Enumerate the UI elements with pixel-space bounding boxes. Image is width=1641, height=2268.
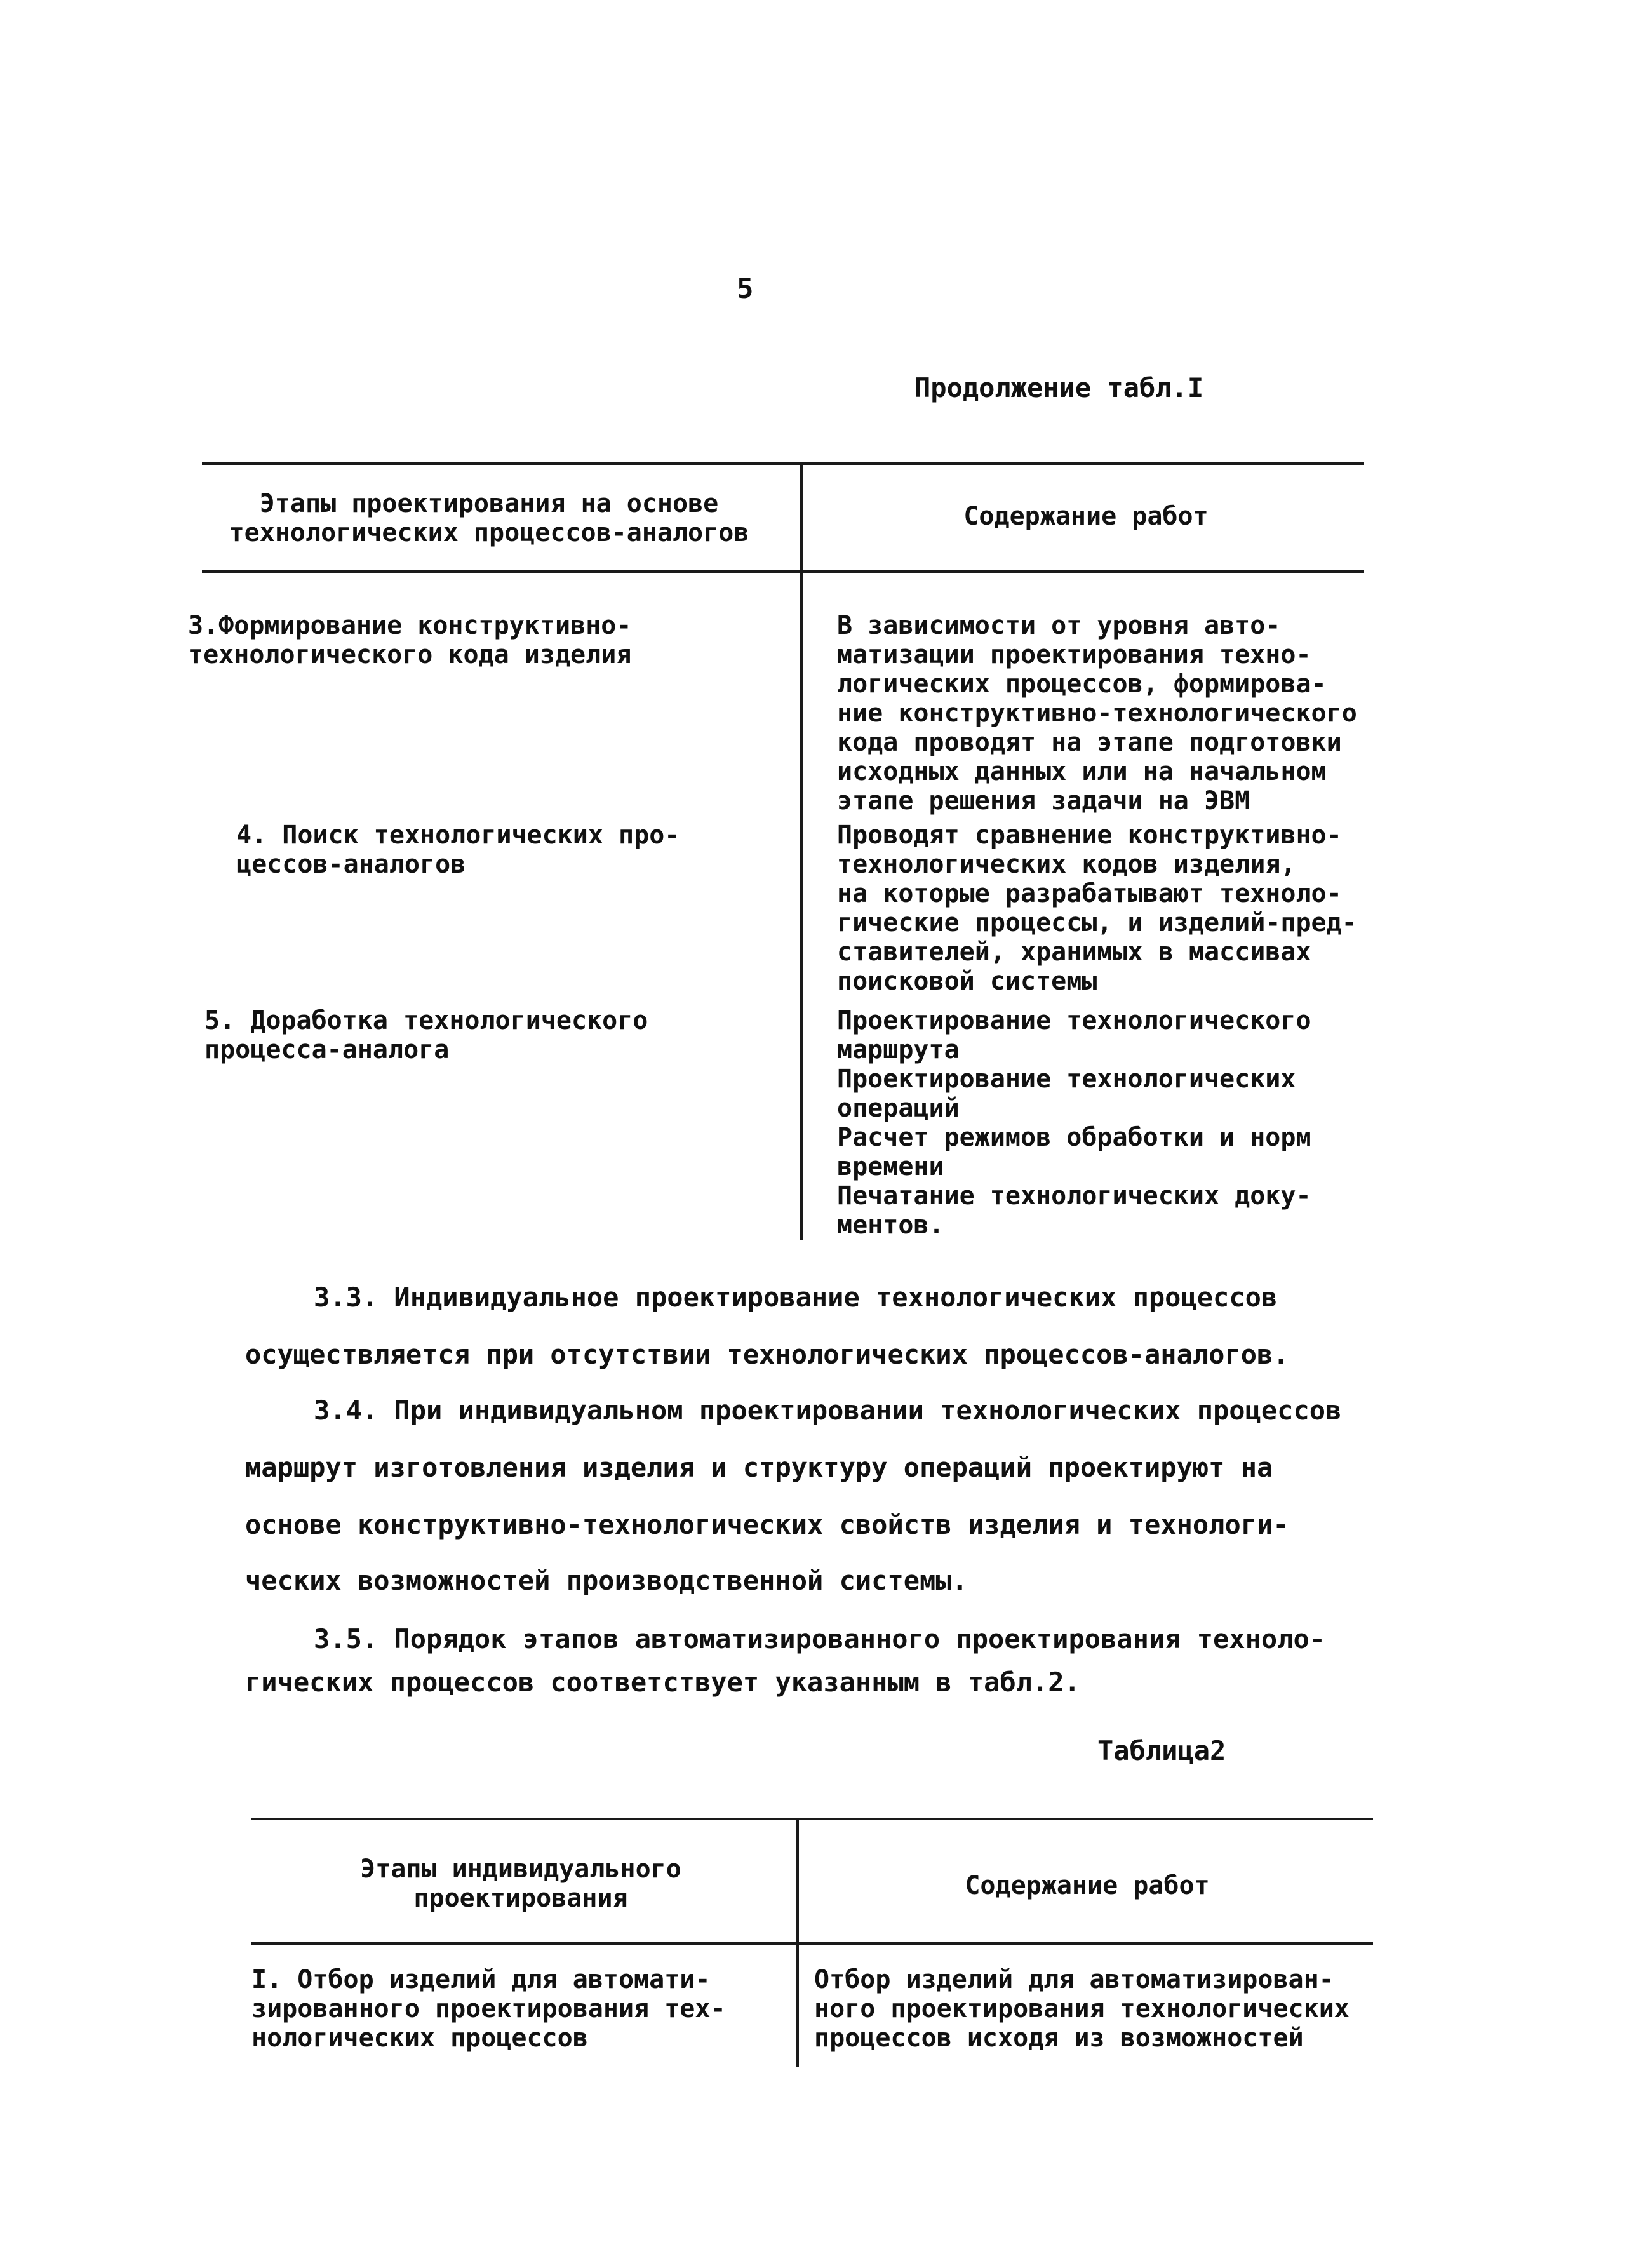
- paragraph-3-5-line2: гических процессов соответствует указанным в табл.2.: [245, 1667, 1080, 1698]
- page-number: 5: [737, 272, 754, 305]
- table1-row2-content: Проводят сравнение конструктивно- технологических кодов изделия, на которые разрабатывают техноло- гические процессы, и изделий-пред- ставителей, хранимых в массивах поисковой системы: [837, 821, 1357, 996]
- table2-header-content: Содержание работ: [965, 1871, 1210, 1900]
- table2-header-rule: [251, 1942, 1373, 1945]
- paragraph-3-5-line1: 3.5. Порядок этапов автоматизированного проектирования техноло-: [314, 1623, 1326, 1654]
- table2-row1-stage: I. Отбор изделий для автомати- зированного проектирования тех- нологических процессов: [251, 1965, 726, 2053]
- table1-header-rule: [202, 570, 1364, 573]
- table1-row1-stage: 3.Формирование конструктивно- технологического кода изделия: [188, 611, 632, 669]
- table1-header-content: Содержание работ: [963, 502, 1209, 531]
- table1-row1-content: В зависимости от уровня авто- матизации проектирования техно- логических процессов, формирова- ние конструктивно-технологического кода проводят на этапе подготовки исходных данных или на начальном этапе решения задачи на ЭВМ: [837, 611, 1357, 815]
- paragraph-3-3-line1: 3.3. Индивидуальное проектирование технологических процессов: [314, 1282, 1278, 1313]
- paragraph-3-3-line2: осуществляется при отсутствии технологических процессов-аналогов.: [245, 1339, 1289, 1370]
- table2-top-rule: [251, 1818, 1373, 1820]
- table1-header-stages: Этапы проектирования на основе технологических процессов-аналогов: [229, 489, 749, 547]
- paragraph-3-4-line3: основе конструктивно-технологических свойств изделия и технологи-: [245, 1509, 1289, 1540]
- table1-caption: Продолжение табл.I: [914, 372, 1204, 403]
- table2-header-stages: Этапы индивидуального проектирования: [360, 1855, 681, 1913]
- table1-row2-stage: 4. Поиск технологических про- цессов-аналогов: [236, 821, 680, 879]
- table1-row3-stage: 5. Доработка технологического процесса-аналога: [204, 1006, 648, 1064]
- table1-row3-content: Проектирование технологического маршрута Проектирование технологических операций Расчет режимов обработки и норм времени Печатание технологических доку- ментов.: [837, 1006, 1311, 1240]
- table2-caption: Таблица2: [1097, 1735, 1226, 1766]
- table1-top-rule: [202, 462, 1364, 465]
- table2-row1-content: Отбор изделий для автоматизирован- ного проектирования технологических процессов исходя из возможностей: [814, 1965, 1350, 2053]
- paragraph-3-4-line4: ческих возможностей производственной системы.: [245, 1565, 968, 1596]
- paragraph-3-4-line2: маршрут изготовления изделия и структуру операций проектируют на: [245, 1452, 1273, 1483]
- paragraph-3-4-line1: 3.4. При индивидуальном проектировании технологических процессов: [314, 1395, 1342, 1426]
- table1-column-divider: [800, 464, 803, 1240]
